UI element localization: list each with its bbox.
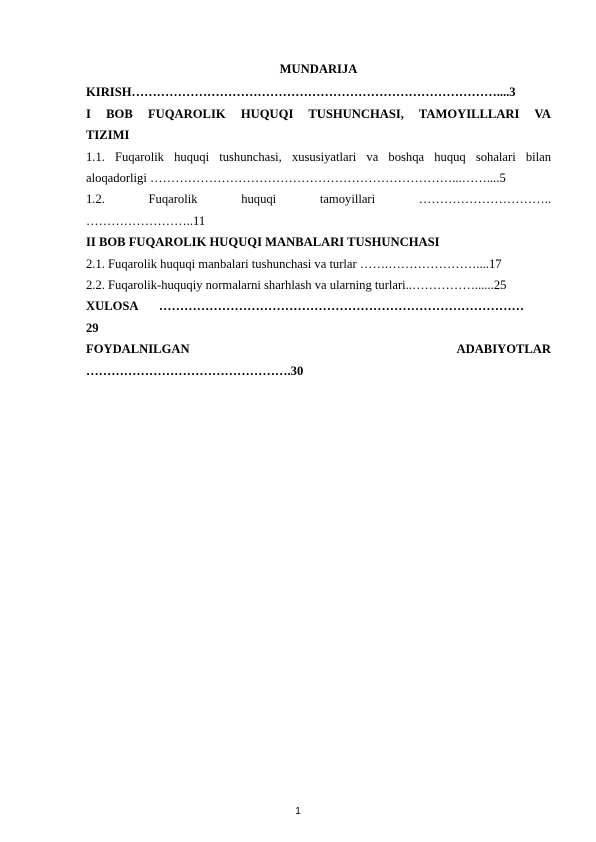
table-of-contents [86, 59, 551, 382]
toc-entry-1-1-line2: aloqadorligi ………………………………………………………………...……....5 [86, 171, 506, 186]
toc-entry-1-1-line1: 1.1. Fuqarolik huquqi tushunchasi, xususiyatlari va boshqa huquq sohalari bilan [86, 149, 551, 164]
toc-entry-1-2-line2: ……………………..11 [86, 213, 206, 228]
page-number: 1 [295, 806, 301, 817]
toc-entry-2-1: 2.1. Fuqarolik huquqi manbalari tushunchasi va turlar …….…………………....17 [86, 256, 502, 271]
toc-entry-xulosa-line2: 29 [86, 320, 99, 335]
toc-title: MUNDARIJA [279, 62, 358, 76]
toc-entry-2-2: 2.2. Fuqarolik-huquqiy normalarni sharhlash va ularning turlari..……………......25 [86, 278, 507, 293]
toc-entry-bob1-line2: TIZIMI [86, 128, 130, 143]
toc-entry-foydalanilgan-line2: ………………………………………….30 [86, 363, 304, 378]
toc-entry-bob2: II BOB FUQAROLIK HUQUQI MANBALARI TUSHUNCHASI [86, 235, 440, 250]
toc-entry-bob1-line1: I BOB FUQAROLIK HUQUQI TUSHUNCHASI, TAMOYILLLARI VA [86, 106, 551, 121]
toc-entry-xulosa-line1: XULOSA …………………………………………………………………………… [86, 299, 525, 314]
toc-entry-foydalanilgan-line1: FOYDALNILGAN ADABIYOTLAR [86, 342, 551, 357]
toc-entry-kirish: KIRISH……………………………………………………………………………....3 [86, 85, 516, 100]
toc-entry-1-2-line1: 1.2. Fuqarolik huquqi tamoyillari ………………………….. [86, 192, 551, 207]
